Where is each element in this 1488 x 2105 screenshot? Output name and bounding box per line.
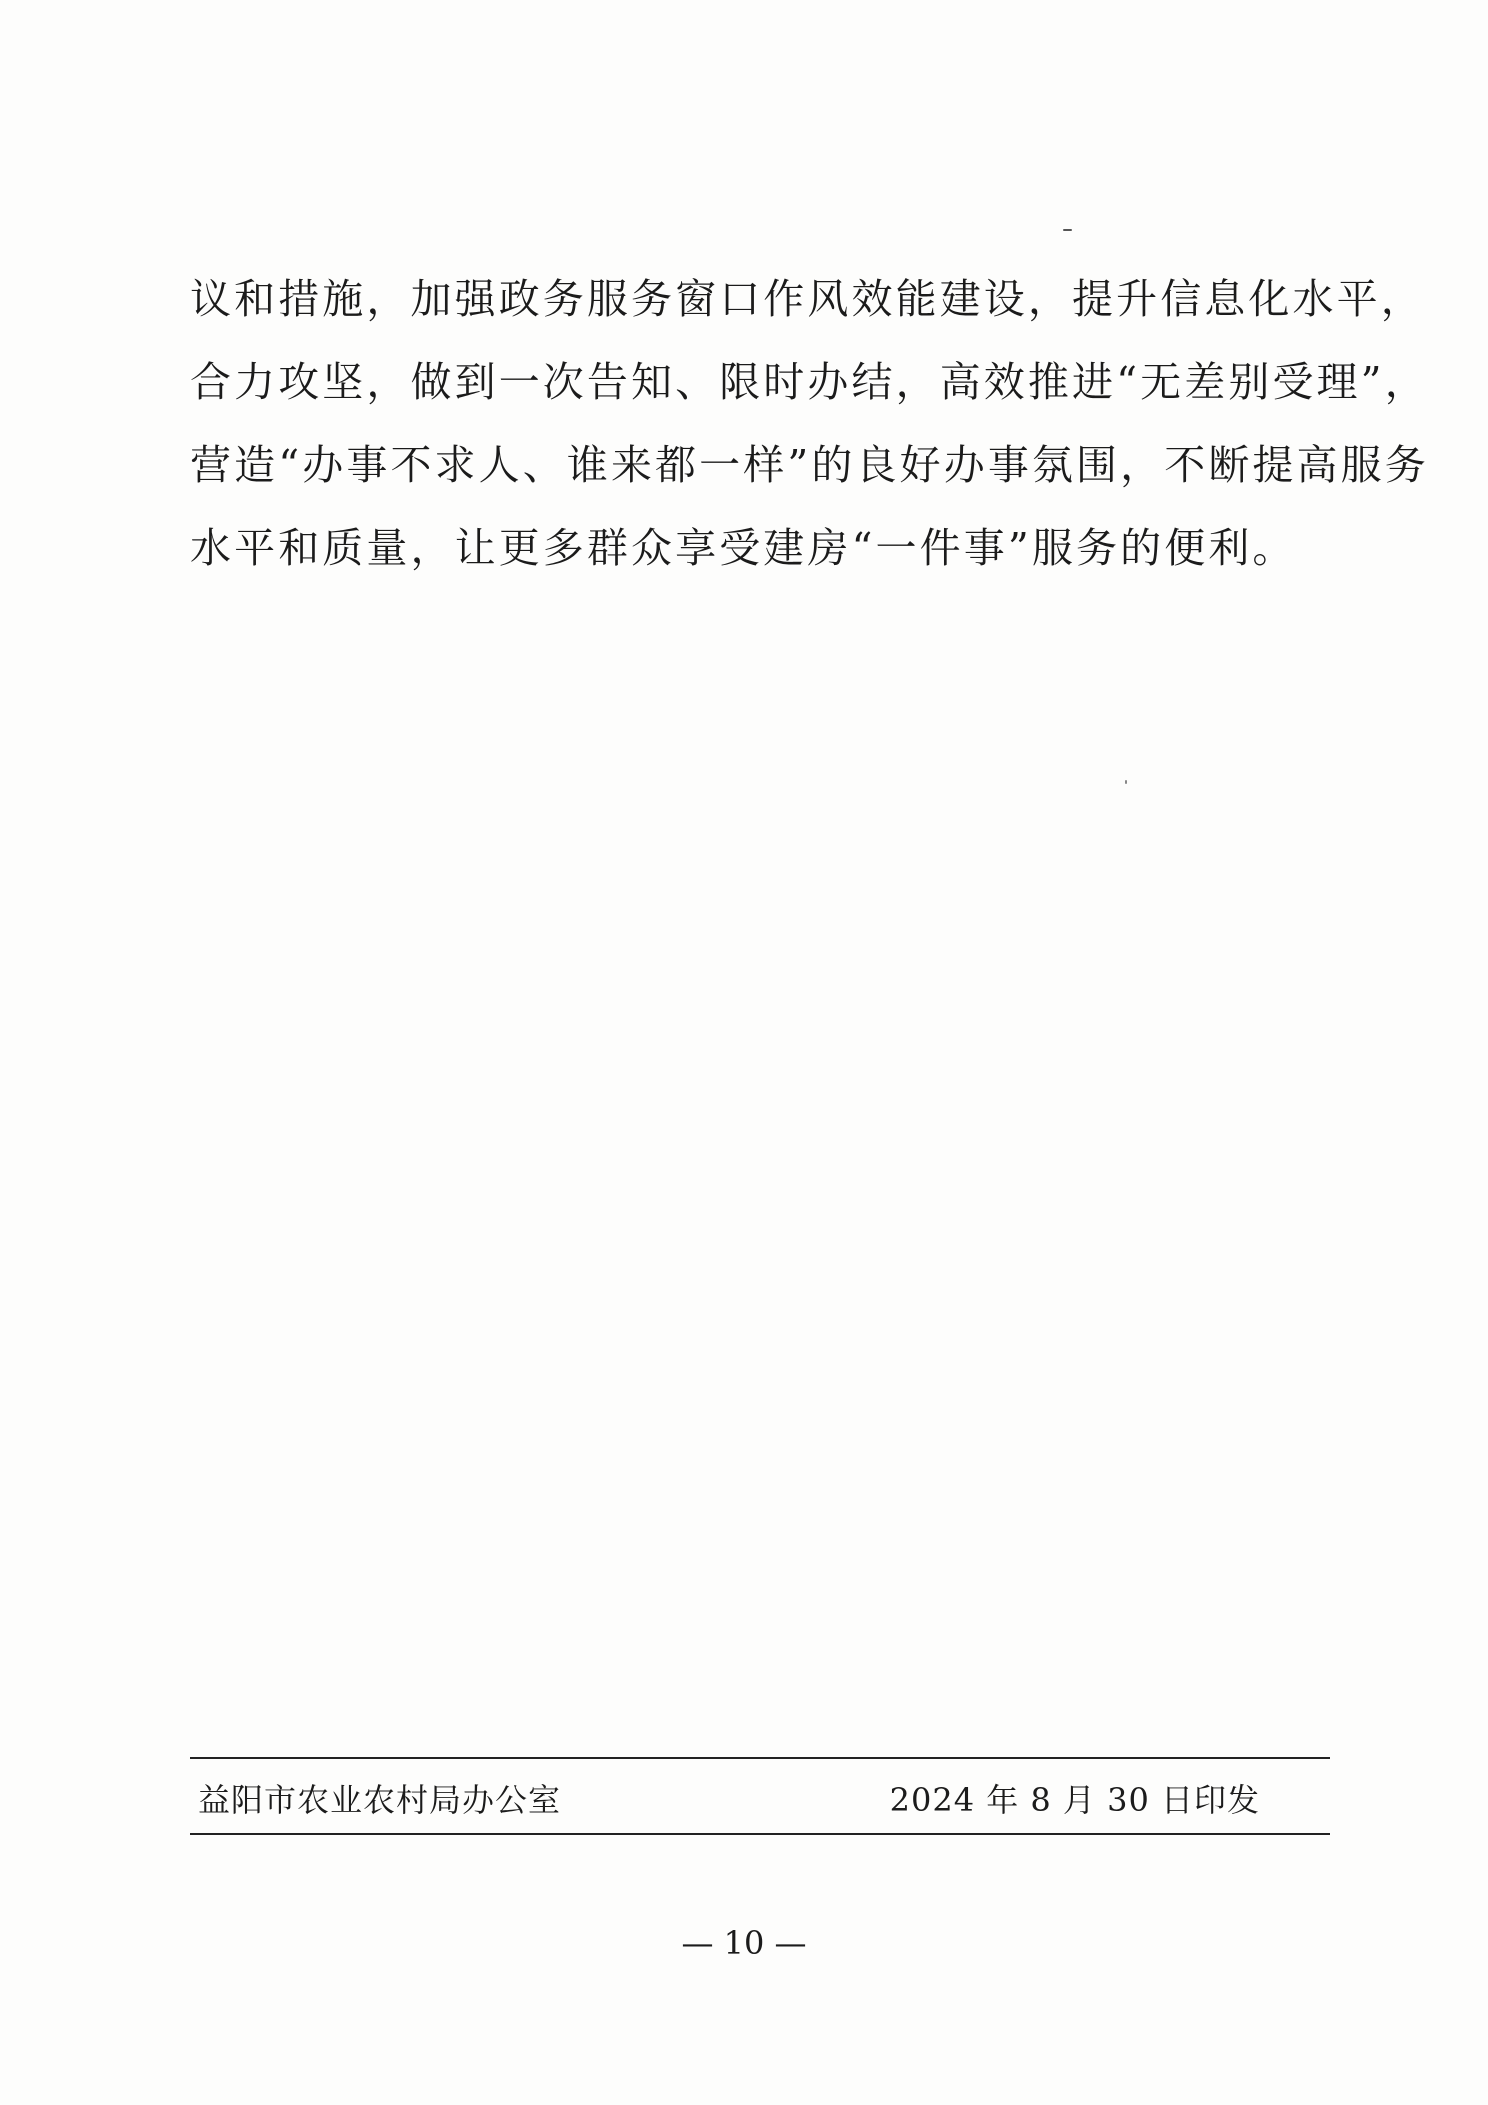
issuance-footer	[190, 1775, 1260, 1825]
body-paragraph	[190, 258, 1429, 590]
body-line: 议和措施，加强政务服务窗口作风效能建设，提升信息化水平，	[190, 275, 1425, 323]
footer-top-rule	[190, 1757, 1330, 1759]
page-number: — 10 —	[681, 1924, 807, 1962]
issue-date: 2024 年 8 月 30 日印发	[889, 1781, 1260, 1819]
scan-speck	[1125, 780, 1127, 784]
body-line: 营造“办事不求人、谁来都一样”的良好办事氛围，不断提高服务	[190, 441, 1429, 489]
issuing-office: 益阳市农业农村局办公室	[198, 1781, 562, 1819]
footer-bottom-rule	[190, 1833, 1330, 1835]
body-line: 水平和质量，让更多群众享受建房“一件事”服务的便利。	[190, 524, 1297, 572]
body-line: 合力攻坚，做到一次告知、限时办结，高效推进“无差别受理”，	[190, 358, 1429, 406]
scan-speck	[1063, 229, 1072, 231]
